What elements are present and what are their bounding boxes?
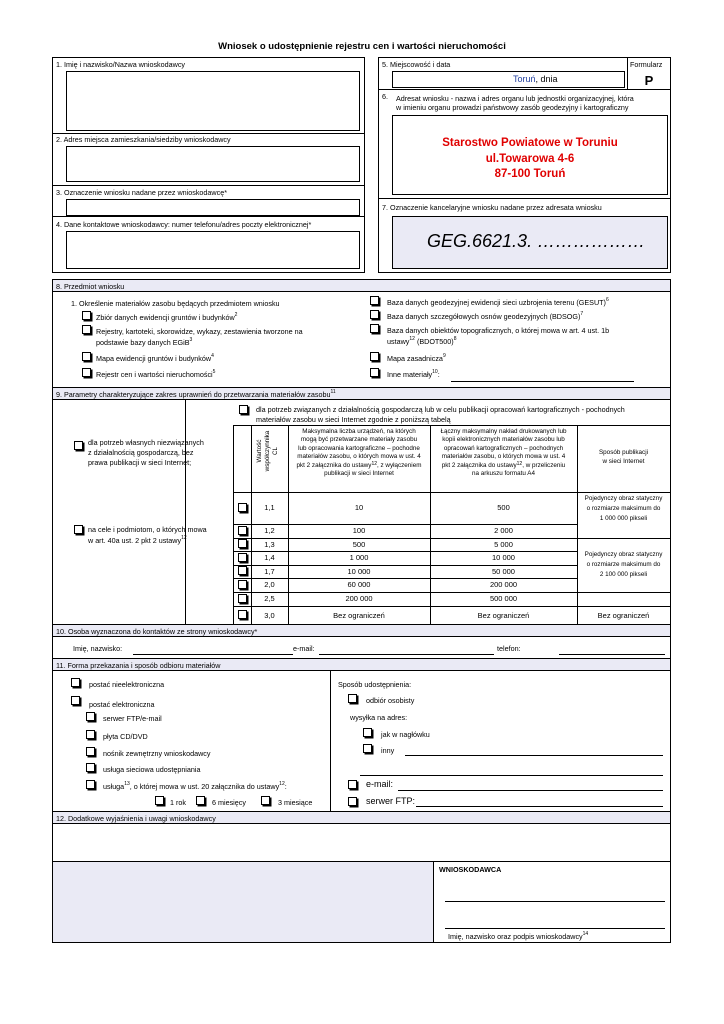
remarks-field[interactable] (53, 824, 670, 861)
period-3m-checkbox[interactable] (261, 796, 270, 805)
other-address-line1[interactable] (405, 755, 663, 756)
page-title: Wniosek o udostępnienie rejestru cen i wartości nieruchomości (218, 41, 506, 52)
service-label: usługa$^{13}$, o której mowa w ust. 20 załącznika do ustawy$^{12}$: (103, 781, 287, 791)
email-delivery-line[interactable] (398, 790, 663, 791)
place-date-section (378, 57, 628, 90)
publication-header: Sposób publikacji w sieci Internet (598, 449, 648, 465)
bdsog-label: Baza danych szczegółowych osnów geodezyjnych (BDSOG)$^7$ (387, 311, 584, 321)
paper-form-label: postać nieelektroniczna (89, 680, 165, 689)
remarks-label: 12. Dodatkowe wyjaśnienia i uwagi wnioskodawcy (56, 814, 216, 823)
egib-map-label: Mapa ewidencji gruntów i budynków$^4$ (96, 353, 214, 363)
network-service-checkbox[interactable] (86, 763, 95, 772)
bdot-label: Baza danych obiektów topograficznych, o której mowa w art. 4 ust. 1b (387, 326, 610, 335)
devices-header: Maksymalna liczba urządzeń, na których mogą być przetwarzane materiały zasobu lub opracowania kartograficzne – pochodne materiałów zasobu, o których mowa w ust. 4 pkt 2 załącznika do ustawy$^{12}$, z wyłączeniem publikacji w sieci Internet (296, 428, 422, 478)
recipient-section (378, 89, 671, 199)
ftp-delivery-checkbox[interactable] (348, 797, 357, 806)
external-media-label: nośnik zewnętrzny wnioskodawcy (103, 749, 211, 758)
city-value: Toruń (513, 74, 536, 84)
recipient-field[interactable] (392, 115, 668, 195)
recipient-city: 87-100 Toruń (494, 168, 566, 180)
subject-sub-label: 1. Określenie materiałów zasobu będących przedmiotem wniosku (71, 299, 280, 308)
applicant-address-section (52, 133, 365, 186)
copies-value: 200 000 (489, 580, 518, 589)
ftp-delivery-label: serwer FTP: (366, 796, 416, 806)
applicant-address-field[interactable] (66, 146, 360, 182)
art40a-line2: w art. 40a ust. 2 pkt 2 ustawy$^{12}$ (88, 535, 187, 545)
cl-header: Wartość współczynnika CL (256, 430, 279, 472)
applicant-name-label: 1. Imię i nazwisko/Nazwa wnioskodawcy (56, 60, 186, 69)
remarks-section (52, 811, 671, 862)
email-delivery-label: e-mail: (366, 779, 394, 789)
applicant-reference-field[interactable] (66, 199, 360, 216)
form-code-value: P (644, 73, 654, 88)
own-use-checkbox[interactable] (74, 441, 83, 450)
devices-value: 60 000 (347, 580, 371, 589)
ftp-email-checkbox[interactable] (86, 712, 95, 721)
office-ref-section (378, 198, 671, 273)
other-materials-line[interactable] (451, 381, 634, 382)
pickup-checkbox[interactable] (348, 694, 357, 703)
signature-section (52, 861, 671, 943)
base-map-checkbox[interactable] (370, 352, 379, 361)
form-code-section (627, 57, 671, 90)
cl-value: 1,1 (264, 503, 275, 512)
recipient-number: 6. (382, 92, 388, 101)
recipient-name: Starostwo Powiatowe w Toruniu (442, 137, 618, 149)
permissions-section (52, 387, 671, 625)
office-ref-field[interactable] (392, 216, 668, 269)
publication-1mpx: Pojedynczy obraz statyczny o rozmiarze maksimum do 1 000 000 pikseli (584, 495, 663, 522)
registers-checkbox[interactable] (82, 325, 91, 334)
copies-value: Bez ograniczeń (477, 611, 530, 620)
cl-value: 1,4 (264, 553, 275, 562)
copies-value: 10 000 (492, 553, 515, 562)
form-code-label: Formularz (630, 60, 663, 69)
network-service-label: usługa sieciowa udostępniania (103, 765, 201, 774)
recipient-label-line1: Adresat wniosku - nazwa i adres organu lub jednostki organizacyjnej, która (396, 94, 634, 103)
bdsog-checkbox[interactable] (370, 310, 379, 319)
devices-value: 100 (352, 526, 366, 535)
delivery-section (52, 658, 671, 812)
business-use-line1: dla potrzeb związanych z działalnością gospodarczą lub w celu publikacji opracowań kartograficznych - pochodnych (256, 405, 625, 414)
egib-data-checkbox[interactable] (82, 311, 91, 320)
cl-value: 1,2 (264, 526, 275, 535)
own-use-line1: dla potrzeb własnych niezwiązanych (88, 438, 204, 447)
pickup-label: odbiór osobisty (366, 696, 415, 705)
other-address-label: inny (381, 746, 395, 755)
price-register-label: Rejestr cen i wartości nieruchomości$^5$ (96, 369, 216, 379)
period-1y-checkbox[interactable] (155, 796, 164, 805)
contact-name-label: Imię, nazwisko: (73, 644, 123, 653)
applicant-reference-label: 3. Oznaczenie wniosku nadane przez wnioskodawcę* (56, 188, 228, 197)
period-6m-checkbox[interactable] (196, 796, 205, 805)
own-use-line3: prawa publikacji w sieci Internet; (88, 458, 192, 467)
bdot-label-cont: ustawy$^{12}$ (BDOT500)$^8$ (387, 336, 457, 346)
gesut-checkbox[interactable] (370, 296, 379, 305)
other-address-line2[interactable] (360, 775, 663, 776)
contact-name-line[interactable] (133, 654, 293, 655)
cl-value: 1,3 (264, 540, 275, 549)
period-6m-label: 6 miesięcy (212, 798, 246, 807)
date-prefix: , dnia (535, 74, 558, 84)
copies-value: 50 000 (492, 567, 515, 576)
devices-value: 1 000 (349, 553, 369, 562)
bdot-checkbox[interactable] (370, 324, 379, 333)
service-checkbox[interactable] (86, 780, 95, 789)
cl-row-checkbox[interactable] (238, 503, 247, 512)
subject-label: 8. Przedmiot wniosku (56, 282, 125, 291)
header-address-checkbox[interactable] (363, 728, 372, 737)
egib-map-checkbox[interactable] (82, 352, 91, 361)
ftp-delivery-line[interactable] (416, 806, 663, 807)
art40a-line1: na cele i podmiotom, o których mowa (88, 525, 207, 534)
other-address-checkbox[interactable] (363, 744, 372, 753)
cd-dvd-label: płyta CD/DVD (103, 732, 148, 741)
cl-value: 2,5 (264, 594, 275, 603)
applicant-contact-section (52, 216, 365, 273)
external-media-checkbox[interactable] (86, 747, 95, 756)
copies-value: 5 000 (494, 540, 513, 549)
signature-header: WNIOSKODAWCA (439, 865, 502, 874)
copies-header: Łączny maksymalny nakład drukowanych lub kopii elektronicznych materiałów zasobu lub opracowań kartograficznych – pochodnych materiałów zasobu, o których mowa w ust. 4 pkt 2 załącznika do ustawy$^{12}$, w przeliczeniu na arkuszu formatu A4 (440, 428, 567, 478)
copies-value: 500 (497, 503, 510, 512)
email-delivery-checkbox[interactable] (348, 780, 357, 789)
egib-data-label: Zbiór danych ewidencji gruntów i budynków$^2$ (96, 312, 238, 322)
contact-phone-label: telefon: (497, 644, 521, 653)
header-address-label: jak w nagłówku (381, 730, 430, 739)
applicant-contact-label: 4. Dane kontaktowe wnioskodawcy: numer telefonu/adres poczty elektronicznej* (56, 220, 312, 229)
contact-phone-line[interactable] (559, 654, 665, 655)
recipient-street: ul.Towarowa 4-6 (485, 152, 575, 165)
cl-row-checkbox[interactable] (238, 526, 247, 535)
mail-label: wysyłka na adres: (350, 713, 408, 722)
contact-person-label: 10. Osoba wyznaczona do kontaktów ze strony wnioskodawcy* (56, 627, 258, 636)
permissions-label: 9. Parametry charakteryzujące zakres uprawnień do przetwarzania materiałów zasobu$^{11}$ (56, 389, 336, 399)
base-map-label: Mapa zasadnicza$^9$ (387, 353, 446, 363)
office-ref-value: GEG.6621.3. ……………… (427, 231, 646, 251)
period-3m-label: 3 miesiące (278, 798, 313, 807)
applicant-contact-field[interactable] (66, 231, 360, 269)
price-register-checkbox[interactable] (82, 368, 91, 377)
electronic-form-checkbox[interactable] (71, 696, 80, 705)
signature-box (433, 862, 670, 942)
place-date-label: 5. Miejscowość i data (382, 60, 451, 69)
ftp-email-label: serwer FTP/e-mail (103, 714, 162, 723)
paper-form-checkbox[interactable] (71, 678, 80, 687)
applicant-name-field[interactable] (66, 71, 360, 131)
cl-row-checkbox[interactable] (238, 580, 247, 589)
devices-value: 200 000 (345, 594, 373, 603)
cd-dvd-checkbox[interactable] (86, 730, 95, 739)
cl-value: 1,7 (264, 567, 275, 576)
cl-row-checkbox[interactable] (238, 594, 247, 603)
applicant-reference-section (52, 185, 365, 217)
recipient-label-line2: w imieniu organu prowadzi państwowy zasób geodezyjny i kartograficzny (396, 103, 629, 112)
office-ref-label: 7. Oznaczenie kancelaryjne wniosku nadane przez adresata wniosku (382, 203, 602, 212)
electronic-form-label: postać elektroniczna (89, 700, 155, 709)
business-use-checkbox[interactable] (239, 405, 248, 414)
cl-row-checkbox[interactable] (238, 553, 247, 562)
contact-email-line[interactable] (319, 654, 494, 655)
cl-row-checkbox[interactable] (238, 566, 247, 575)
gesut-label: Baza danych geodezyjnej ewidencji sieci uzbrojenia terenu (GESUT)$^6$ (387, 297, 609, 307)
copies-value: 2 000 (494, 526, 513, 535)
signature-line2[interactable] (445, 928, 665, 929)
cl-row-checkbox[interactable] (238, 610, 247, 619)
art40a-checkbox[interactable] (74, 525, 83, 534)
devices-value: 10 000 (347, 567, 371, 576)
cl-row-checkbox[interactable] (238, 539, 247, 548)
own-use-line2: z działalnością gospodarczą, bez (88, 448, 194, 457)
place-date-field[interactable] (392, 71, 625, 88)
applicant-name-section (52, 57, 365, 134)
applicant-address-label: 2. Adres miejsca zamieszkania/siedziby wnioskodawcy (56, 135, 231, 144)
devices-value: 500 (352, 540, 366, 549)
business-use-line2: materiałów zasobu w sieci Internet zgodnie z poniższą tabelą (256, 415, 451, 424)
delivery-way-label: Sposób udostępnienia: (338, 680, 412, 689)
signature-caption: Imię, nazwisko oraz podpis wnioskodawcy$^{14}$ (448, 931, 589, 941)
cl-value: 2,0 (264, 580, 275, 589)
copies-value: 500 000 (489, 594, 518, 603)
devices-value: 10 (354, 503, 364, 512)
contact-person-section (52, 624, 671, 659)
signature-line1[interactable] (445, 901, 665, 902)
registers-label-cont: podstawie bazy danych EGiB$^3$ (96, 337, 193, 347)
subject-section (52, 279, 671, 388)
publication-value: Bez ograniczeń (597, 611, 650, 620)
registers-label: Rejestry, kartoteki, skorowidze, wykazy, zestawienia tworzone na (96, 327, 303, 336)
contact-email-label: e-mail: (293, 644, 315, 653)
period-1y-label: 1 rok (170, 798, 186, 807)
other-materials-label: Inne materiały$^{10}$: (387, 369, 440, 379)
publication-2mpx: Pojedynczy obraz statyczny o rozmiarze maksimum do 2 100 000 pikseli (584, 551, 663, 578)
delivery-label: 11. Forma przekazania i sposób odbioru materiałów (56, 661, 221, 670)
other-materials-checkbox[interactable] (370, 368, 379, 377)
devices-value: Bez ograniczeń (333, 611, 385, 620)
cl-value: 3,0 (264, 611, 275, 620)
